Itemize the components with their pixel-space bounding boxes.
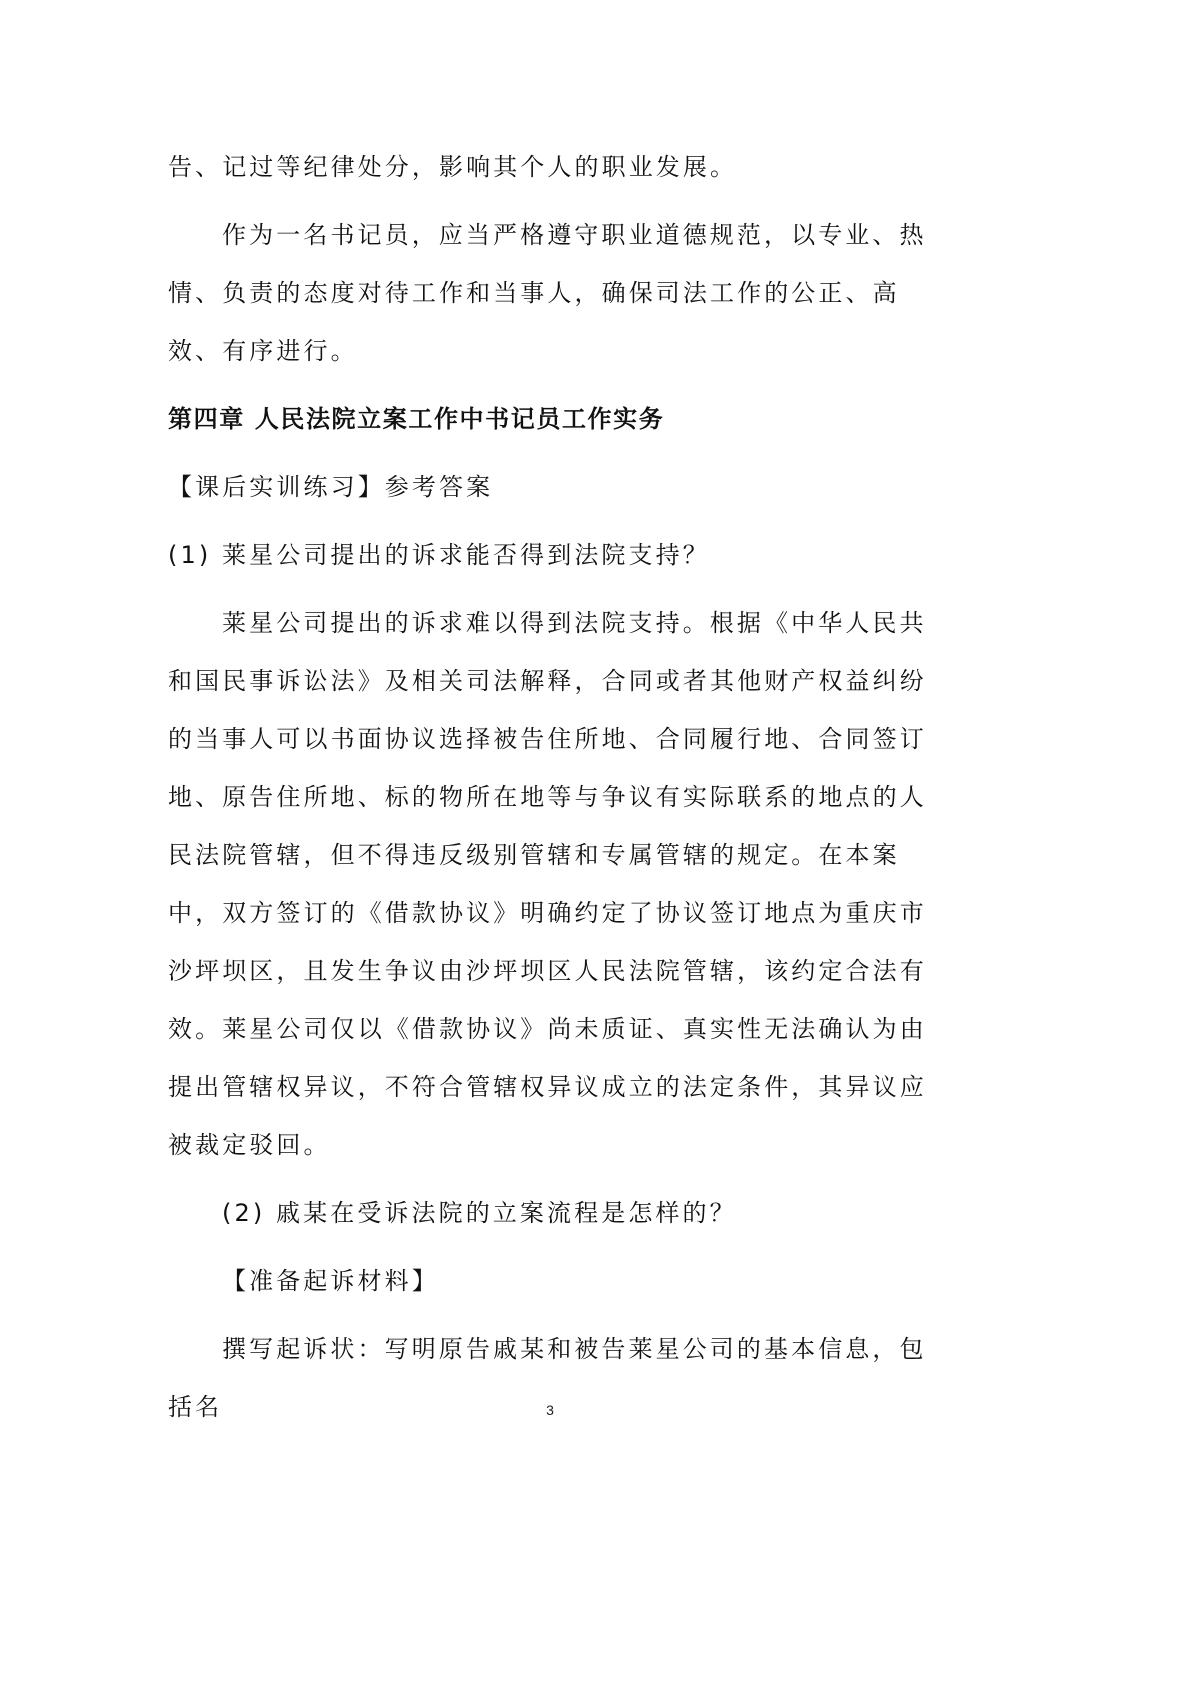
question-2: (2) 戚某在受诉法院的立案流程是怎样的？	[222, 1199, 737, 1227]
answer-2-start: 撰写起诉状：写明原告戚某和被告莱星公司的基本信息，包括名	[168, 1335, 927, 1421]
paragraph-clerk-duty: 作为一名书记员，应当严格遵守职业道德规范，以专业、热情、负责的态度对待工作和当事人，确保司法工作的公正、高效、有序进行。	[168, 221, 927, 365]
question-1: (1) 莱星公司提出的诉求能否得到法院支持？	[168, 541, 710, 569]
section-heading-prepare: 【准备起诉材料】	[222, 1267, 439, 1295]
exercise-title: 【课后实训练习】参考答案	[168, 473, 494, 501]
answer-1: 莱星公司提出的诉求难以得到法院支持。根据《中华人民共和国民事诉讼法》及相关司法解释，合同或者其他财产权益纠纷的当事人可以书面协议选择被告住所地、合同履行地、合同签订地、原告住所地、标的物所在地等与争议有实际联系的地点的人民法院管辖，但不得违反级别管辖和专属管辖的规定。在本案中，双方签订的《借款协议》明确约定了协议签订地点为重庆市沙坪坝区，且发生争议由沙坪坝区人民法院管辖，该约定合法有效。莱星公司仅以《借款协议》尚未质证、真实性无法确认为由提出管辖权异议，不符合管辖权异议成立的法定条件，其异议应被裁定驳回。	[168, 609, 927, 1159]
paragraph-continuation: 告、记过等纪律处分，影响其个人的职业发展。	[168, 153, 738, 181]
page-number: 3	[546, 1402, 554, 1418]
chapter-heading: 第四章 人民法院立案工作中书记员工作实务	[168, 405, 665, 433]
page-body	[168, 138, 942, 1436]
